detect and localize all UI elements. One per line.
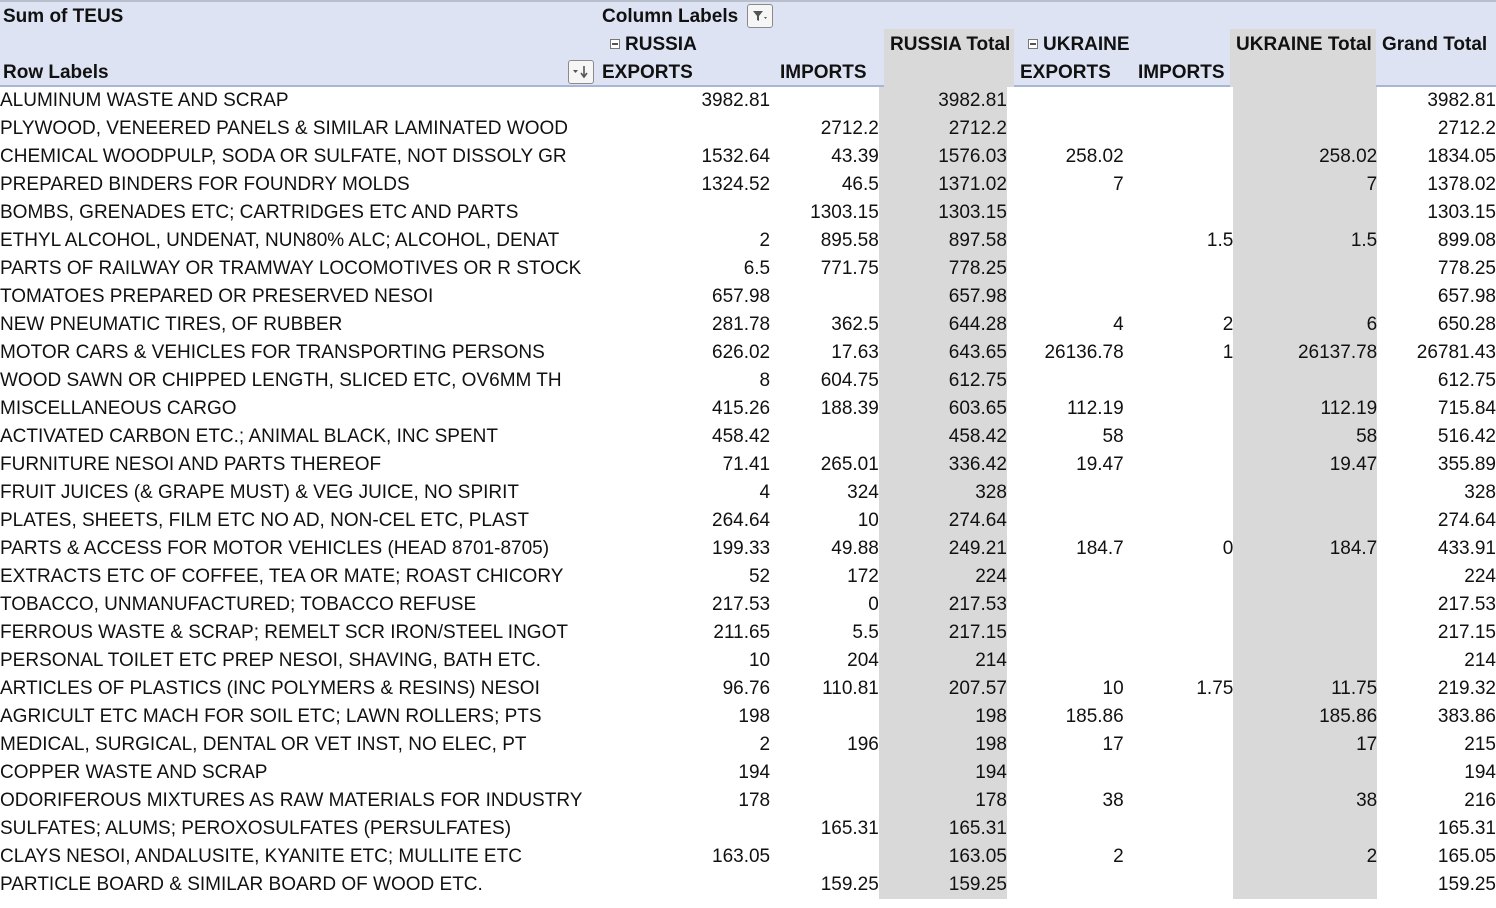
grand-total-header: Grand Total xyxy=(1382,34,1488,55)
russia-exports-cell[interactable]: 2 xyxy=(759,230,771,251)
russia-imports-cell[interactable]: 265.01 xyxy=(820,454,879,475)
russia-imports-cell[interactable]: 2712.2 xyxy=(820,118,879,139)
ukraine-total-cell[interactable]: 58 xyxy=(1233,423,1377,451)
group-header-ukraine[interactable] xyxy=(1028,31,1130,59)
grand-total-cell[interactable]: 899.08 xyxy=(1437,230,1496,251)
ukraine-imports-cell[interactable] xyxy=(1124,619,1234,647)
ukraine-exports-cell[interactable]: 10 xyxy=(1102,678,1124,699)
russia-total-cell[interactable]: 3982.81 xyxy=(879,87,1007,115)
table-row[interactable] xyxy=(0,815,1496,843)
russia-imports-cell[interactable]: 165.31 xyxy=(820,818,879,839)
ukraine-exports-cell[interactable]: 185.86 xyxy=(1065,706,1124,727)
ukraine-imports-cell[interactable] xyxy=(1124,647,1234,675)
ukraine-imports-cell[interactable] xyxy=(1124,787,1234,815)
russia-imports-cell[interactable]: 110.81 xyxy=(822,678,879,699)
row-label[interactable]: PERSONAL TOILET ETC PREP NESOI, SHAVING, BATH ETC. xyxy=(0,650,541,671)
russia-exports-cell[interactable]: 264.64 xyxy=(712,510,771,531)
ukraine-total-cell[interactable] xyxy=(1233,507,1377,535)
russia-imports-cell[interactable]: 604.75 xyxy=(820,370,879,391)
russia-total-header: RUSSIA Total xyxy=(890,34,1011,55)
row-label[interactable]: ALUMINUM WASTE AND SCRAP xyxy=(0,90,289,111)
russia-total-cell[interactable]: 198 xyxy=(879,703,1007,731)
row-label[interactable]: ARTICLES OF PLASTICS (INC POLYMERS & RESINS) NESOI xyxy=(0,678,540,699)
collapse-icon[interactable] xyxy=(1028,39,1038,49)
russia-total-cell[interactable]: 1303.15 xyxy=(879,199,1007,227)
grand-total-cell[interactable]: 216 xyxy=(1464,790,1496,811)
grand-total-cell[interactable]: 1834.05 xyxy=(1427,146,1496,167)
table-row[interactable] xyxy=(0,591,1496,619)
ukraine-total-cell[interactable] xyxy=(1233,115,1377,143)
ukraine-exports-cell[interactable] xyxy=(1007,591,1124,619)
russia-total-cell[interactable]: 778.25 xyxy=(879,255,1007,283)
russia-exports-cell[interactable]: 1532.64 xyxy=(701,146,771,167)
ukraine-imports-cell[interactable]: 0 xyxy=(1222,538,1234,559)
russia-exports-cell[interactable]: 211.65 xyxy=(713,622,771,643)
ukraine-total-cell[interactable] xyxy=(1233,647,1377,675)
ukraine-total-cell[interactable]: 6 xyxy=(1233,311,1377,339)
row-label[interactable]: PREPARED BINDERS FOR FOUNDRY MOLDS xyxy=(0,174,410,195)
row-sort-filter-button[interactable] xyxy=(568,60,594,84)
ukraine-total-cell[interactable]: 112.19 xyxy=(1233,395,1377,423)
russia-imports-cell[interactable]: 188.39 xyxy=(820,398,879,419)
ukraine-total-cell[interactable]: 11.75 xyxy=(1233,675,1377,703)
row-label[interactable]: MOTOR CARS & VEHICLES FOR TRANSPORTING PERSONS xyxy=(0,342,545,363)
pivot-body xyxy=(0,87,1496,899)
ukraine-total-cell[interactable] xyxy=(1233,479,1377,507)
ukraine-exports-cell[interactable] xyxy=(1007,283,1124,311)
grand-total-cell[interactable]: 328 xyxy=(1464,482,1496,503)
row-label[interactable]: WOOD SAWN OR CHIPPED LENGTH, SLICED ETC, OV6MM TH xyxy=(0,370,562,391)
ukraine-imports-header: IMPORTS xyxy=(1138,62,1225,83)
russia-exports-cell[interactable]: 458.42 xyxy=(712,426,771,447)
row-label[interactable]: NEW PNEUMATIC TIRES, OF RUBBER xyxy=(0,314,343,335)
russia-exports-cell[interactable]: 2 xyxy=(759,734,771,755)
russia-exports-cell[interactable]: 96.76 xyxy=(722,678,771,699)
russia-total-cell[interactable]: 207.57 xyxy=(879,675,1007,703)
ukraine-imports-cell[interactable] xyxy=(1124,199,1234,227)
ukraine-imports-cell[interactable] xyxy=(1124,255,1234,283)
row-label[interactable]: EXTRACTS ETC OF COFFEE, TEA OR MATE; ROAST CHICORY xyxy=(0,566,564,587)
russia-total-cell[interactable]: 1576.03 xyxy=(879,143,1007,171)
grand-total-cell[interactable]: 194 xyxy=(1464,762,1496,783)
table-row[interactable] xyxy=(0,143,1496,171)
row-label[interactable]: CLAYS NESOI, ANDALUSITE, KYANITE ETC; MULLITE ETC xyxy=(0,846,522,867)
table-row[interactable] xyxy=(0,871,1496,899)
russia-total-cell[interactable]: 643.65 xyxy=(879,339,1007,367)
table-row[interactable] xyxy=(0,87,1496,115)
ukraine-total-header: UKRAINE Total xyxy=(1236,34,1372,55)
russia-total-cell[interactable]: 897.58 xyxy=(879,227,1007,255)
russia-total-cell[interactable]: 217.53 xyxy=(879,591,1007,619)
russia-imports-cell[interactable]: 46.5 xyxy=(841,174,879,195)
table-row[interactable] xyxy=(0,759,1496,787)
table-row[interactable] xyxy=(0,395,1496,423)
ukraine-imports-cell[interactable] xyxy=(1124,703,1234,731)
group-header-russia[interactable] xyxy=(610,31,697,59)
ukraine-total-cell[interactable]: 258.02 xyxy=(1233,143,1377,171)
grand-total-cell[interactable]: 2712.2 xyxy=(1437,118,1496,139)
russia-exports-cell[interactable]: 194 xyxy=(738,762,771,783)
column-labels-header: Column Labels xyxy=(602,6,739,27)
ukraine-imports-cell[interactable] xyxy=(1124,171,1234,199)
russia-exports-cell[interactable] xyxy=(599,871,770,899)
ukraine-exports-header: EXPORTS xyxy=(1020,62,1111,83)
grand-total-cell[interactable]: 383.86 xyxy=(1437,706,1496,727)
table-row[interactable] xyxy=(0,563,1496,591)
russia-exports-cell[interactable]: 217.53 xyxy=(712,594,771,615)
ukraine-exports-cell[interactable]: 58 xyxy=(1102,426,1124,447)
filter-icon xyxy=(752,9,768,23)
russia-imports-cell[interactable]: 159.25 xyxy=(820,874,879,895)
ukraine-exports-cell[interactable] xyxy=(1007,759,1124,787)
ukraine-total-cell[interactable]: 1.5 xyxy=(1233,227,1377,255)
ukraine-total-cell[interactable] xyxy=(1233,759,1377,787)
ukraine-imports-cell[interactable] xyxy=(1124,367,1234,395)
russia-imports-header: IMPORTS xyxy=(780,62,867,83)
table-row[interactable] xyxy=(0,115,1496,143)
russia-exports-cell[interactable]: 281.78 xyxy=(712,314,771,335)
table-row[interactable] xyxy=(0,339,1496,367)
russia-imports-cell[interactable]: 204 xyxy=(847,650,879,671)
ukraine-total-cell[interactable]: 26137.78 xyxy=(1233,339,1377,367)
table-row[interactable] xyxy=(0,619,1496,647)
ukraine-imports-cell[interactable] xyxy=(1124,395,1234,423)
ukraine-total-cell[interactable] xyxy=(1233,255,1377,283)
russia-exports-cell[interactable]: 415.26 xyxy=(712,398,771,419)
table-row[interactable] xyxy=(0,507,1496,535)
russia-imports-cell[interactable] xyxy=(770,283,879,311)
ukraine-imports-cell[interactable] xyxy=(1124,843,1234,871)
table-row[interactable] xyxy=(0,227,1496,255)
row-label[interactable]: MEDICAL, SURGICAL, DENTAL OR VET INST, NO ELEC, PT xyxy=(0,734,527,755)
russia-exports-cell[interactable]: 163.05 xyxy=(712,846,771,867)
russia-exports-cell[interactable]: 178 xyxy=(738,790,771,811)
russia-total-cell[interactable]: 274.64 xyxy=(879,507,1007,535)
row-label[interactable]: PLYWOOD, VENEERED PANELS & SIMILAR LAMINATED WOOD xyxy=(0,118,568,139)
table-row[interactable] xyxy=(0,675,1496,703)
grand-total-cell[interactable]: 165.05 xyxy=(1437,846,1496,867)
russia-imports-cell[interactable] xyxy=(770,787,879,815)
ukraine-imports-cell[interactable] xyxy=(1124,507,1234,535)
grand-total-cell[interactable]: 433.91 xyxy=(1437,538,1496,559)
ukraine-total-cell[interactable] xyxy=(1233,87,1377,115)
grand-total-cell[interactable]: 3982.81 xyxy=(1427,90,1496,111)
row-label[interactable]: CHEMICAL WOODPULP, SODA OR SULFATE, NOT DISSOLY GR xyxy=(0,146,567,167)
russia-imports-cell[interactable] xyxy=(770,423,879,451)
ukraine-imports-cell[interactable] xyxy=(1124,283,1234,311)
russia-total-cell[interactable]: 458.42 xyxy=(879,423,1007,451)
russia-total-cell[interactable]: 214 xyxy=(879,647,1007,675)
ukraine-total-cell[interactable]: 38 xyxy=(1233,787,1377,815)
table-row[interactable] xyxy=(0,311,1496,339)
russia-imports-cell[interactable]: 771.75 xyxy=(820,258,879,279)
ukraine-exports-cell[interactable]: 17 xyxy=(1102,734,1124,755)
grand-total-cell[interactable]: 650.28 xyxy=(1437,314,1496,335)
ukraine-exports-cell[interactable]: 19.47 xyxy=(1076,454,1124,475)
russia-total-cell[interactable]: 198 xyxy=(879,731,1007,759)
ukraine-exports-cell[interactable]: 184.7 xyxy=(1076,538,1124,559)
russia-imports-cell[interactable] xyxy=(770,87,879,115)
russia-total-cell[interactable]: 1371.02 xyxy=(879,171,1007,199)
ukraine-imports-cell[interactable] xyxy=(1124,479,1234,507)
ukraine-exports-cell[interactable] xyxy=(1007,507,1124,535)
ukraine-total-cell[interactable] xyxy=(1233,815,1377,843)
russia-exports-cell[interactable]: 71.41 xyxy=(722,454,771,475)
ukraine-imports-cell[interactable] xyxy=(1124,115,1234,143)
ukraine-imports-cell[interactable]: 1.5 xyxy=(1206,230,1234,251)
ukraine-exports-cell[interactable] xyxy=(1007,199,1124,227)
table-row[interactable] xyxy=(0,423,1496,451)
grand-total-cell[interactable]: 224 xyxy=(1464,566,1496,587)
russia-exports-cell[interactable]: 626.02 xyxy=(712,342,771,363)
ukraine-exports-cell[interactable] xyxy=(1007,647,1124,675)
ukraine-total-cell[interactable]: 2 xyxy=(1233,843,1377,871)
table-row[interactable] xyxy=(0,367,1496,395)
russia-imports-cell[interactable]: 43.39 xyxy=(831,146,879,167)
russia-imports-cell[interactable]: 17.63 xyxy=(831,342,879,363)
ukraine-total-cell[interactable] xyxy=(1233,619,1377,647)
russia-total-cell[interactable]: 159.25 xyxy=(879,871,1007,899)
row-label[interactable]: PARTICLE BOARD & SIMILAR BOARD OF WOOD ETC. xyxy=(0,874,483,895)
ukraine-total-cell[interactable]: 184.7 xyxy=(1233,535,1377,563)
ukraine-total-cell[interactable] xyxy=(1233,871,1377,899)
ukraine-exports-cell[interactable] xyxy=(1007,815,1124,843)
row-label[interactable]: TOBACCO, UNMANUFACTURED; TOBACCO REFUSE xyxy=(0,594,477,615)
row-label[interactable]: FERROUS WASTE & SCRAP; REMELT SCR IRON/STEEL INGOT xyxy=(0,622,568,643)
ukraine-imports-cell[interactable] xyxy=(1124,731,1234,759)
ukraine-exports-cell[interactable]: 38 xyxy=(1102,790,1124,811)
row-label[interactable]: AGRICULT ETC MACH FOR SOIL ETC; LAWN ROLLERS; PTS xyxy=(0,706,542,727)
ukraine-imports-cell[interactable] xyxy=(1124,815,1234,843)
russia-exports-cell[interactable]: 6.5 xyxy=(743,258,771,279)
russia-imports-cell[interactable] xyxy=(770,759,879,787)
russia-exports-cell[interactable]: 4 xyxy=(759,482,771,503)
table-row[interactable] xyxy=(0,451,1496,479)
column-filter-button[interactable] xyxy=(747,4,773,28)
russia-total-cell[interactable]: 603.65 xyxy=(879,395,1007,423)
russia-exports-cell[interactable]: 52 xyxy=(748,566,771,587)
russia-total-cell[interactable]: 165.31 xyxy=(879,815,1007,843)
group-russia-label: RUSSIA xyxy=(625,34,697,55)
ukraine-imports-cell[interactable] xyxy=(1124,423,1234,451)
ukraine-imports-cell[interactable] xyxy=(1124,143,1234,171)
russia-exports-cell[interactable]: 199.33 xyxy=(712,538,771,559)
ukraine-exports-cell[interactable]: 26136.78 xyxy=(1044,342,1124,363)
row-label[interactable]: PLATES, SHEETS, FILM ETC NO AD, NON-CEL ETC, PLAST xyxy=(0,510,529,531)
russia-total-cell[interactable]: 217.15 xyxy=(879,619,1007,647)
ukraine-imports-cell[interactable] xyxy=(1124,871,1234,899)
ukraine-exports-cell[interactable] xyxy=(1007,87,1124,115)
ukraine-imports-cell[interactable] xyxy=(1124,759,1234,787)
table-row[interactable] xyxy=(0,199,1496,227)
russia-exports-cell[interactable]: 10 xyxy=(748,650,771,671)
grand-total-cell[interactable]: 219.32 xyxy=(1437,678,1496,699)
ukraine-exports-cell[interactable]: 4 xyxy=(1113,314,1124,335)
ukraine-exports-cell[interactable]: 112.19 xyxy=(1066,398,1124,419)
russia-exports-cell[interactable] xyxy=(599,199,770,227)
group-ukraine-label: UKRAINE xyxy=(1043,34,1130,55)
ukraine-imports-cell[interactable] xyxy=(1124,451,1234,479)
russia-total-cell[interactable]: 194 xyxy=(879,759,1007,787)
russia-imports-cell[interactable]: 362.5 xyxy=(831,314,879,335)
ukraine-total-cell[interactable]: 17 xyxy=(1233,731,1377,759)
ukraine-total-cell[interactable]: 185.86 xyxy=(1233,703,1377,731)
russia-imports-cell[interactable]: 10 xyxy=(857,510,879,531)
row-labels-header: Row Labels xyxy=(3,62,109,83)
ukraine-exports-cell[interactable] xyxy=(1007,563,1124,591)
grand-total-cell[interactable]: 355.89 xyxy=(1437,454,1496,475)
russia-total-cell[interactable]: 657.98 xyxy=(879,283,1007,311)
russia-imports-cell[interactable]: 895.58 xyxy=(820,230,879,251)
ukraine-exports-cell[interactable] xyxy=(1007,871,1124,899)
russia-imports-cell[interactable]: 0 xyxy=(868,594,879,615)
collapse-icon[interactable] xyxy=(610,39,620,49)
row-label[interactable]: SULFATES; ALUMS; PEROXOSULFATES (PERSULFATES) xyxy=(0,818,512,839)
row-label[interactable]: TOMATOES PREPARED OR PRESERVED NESOI xyxy=(0,286,434,307)
russia-imports-cell[interactable]: 172 xyxy=(847,566,879,587)
ukraine-total-cell[interactable] xyxy=(1233,199,1377,227)
grand-total-cell[interactable]: 217.15 xyxy=(1437,622,1496,643)
table-row[interactable] xyxy=(0,255,1496,283)
row-label[interactable]: ETHYL ALCOHOL, UNDENAT, NUN80% ALC; ALCOHOL, DENAT xyxy=(0,230,560,251)
grand-total-cell[interactable]: 1303.15 xyxy=(1427,202,1496,223)
russia-imports-cell[interactable]: 49.88 xyxy=(831,538,879,559)
ukraine-total-cell[interactable] xyxy=(1233,283,1377,311)
russia-total-cell[interactable]: 336.42 xyxy=(879,451,1007,479)
grand-total-cell[interactable]: 214 xyxy=(1464,650,1496,671)
ukraine-exports-cell[interactable] xyxy=(1007,367,1124,395)
ukraine-imports-cell[interactable] xyxy=(1124,563,1234,591)
russia-imports-cell[interactable]: 5.5 xyxy=(852,622,879,643)
russia-total-cell[interactable]: 2712.2 xyxy=(879,115,1007,143)
row-label[interactable]: PARTS & ACCESS FOR MOTOR VEHICLES (HEAD 8701-8705) xyxy=(0,538,550,559)
row-label[interactable]: ODORIFEROUS MIXTURES AS RAW MATERIALS FOR INDUSTRY xyxy=(0,790,583,811)
russia-exports-cell[interactable]: 657.98 xyxy=(712,286,771,307)
russia-exports-header: EXPORTS xyxy=(602,62,693,83)
value-field-label: Sum of TEUS xyxy=(3,6,124,27)
grand-total-cell[interactable]: 657.98 xyxy=(1437,286,1496,307)
grand-total-cell[interactable]: 159.25 xyxy=(1437,874,1496,895)
row-label[interactable]: FRUIT JUICES (& GRAPE MUST) & VEG JUICE, NO SPIRIT xyxy=(0,482,520,503)
russia-total-cell[interactable]: 612.75 xyxy=(879,367,1007,395)
sort-dropdown-icon xyxy=(572,65,590,79)
russia-exports-cell[interactable]: 198 xyxy=(738,706,771,727)
ukraine-exports-cell[interactable] xyxy=(1007,115,1124,143)
row-label[interactable]: ACTIVATED CARBON ETC.; ANIMAL BLACK, INC SPENT xyxy=(0,426,498,447)
row-label[interactable]: COPPER WASTE AND SCRAP xyxy=(0,762,268,783)
ukraine-total-cell[interactable] xyxy=(1233,563,1377,591)
grand-total-cell[interactable]: 26781.43 xyxy=(1416,342,1496,363)
table-row[interactable] xyxy=(0,283,1496,311)
ukraine-imports-cell[interactable]: 1 xyxy=(1222,342,1234,363)
russia-exports-cell[interactable]: 1324.52 xyxy=(701,174,771,195)
ukraine-total-cell[interactable]: 19.47 xyxy=(1233,451,1377,479)
table-row[interactable] xyxy=(0,843,1496,871)
ukraine-imports-cell[interactable] xyxy=(1124,591,1234,619)
ukraine-exports-cell[interactable] xyxy=(1007,227,1124,255)
russia-imports-cell[interactable] xyxy=(770,843,879,871)
russia-imports-cell[interactable]: 196 xyxy=(847,734,879,755)
grand-total-cell[interactable]: 217.53 xyxy=(1437,594,1496,615)
russia-total-cell[interactable]: 328 xyxy=(879,479,1007,507)
russia-exports-cell[interactable]: 3982.81 xyxy=(701,90,771,111)
table-row[interactable] xyxy=(0,647,1496,675)
russia-total-cell[interactable]: 644.28 xyxy=(879,311,1007,339)
russia-total-cell[interactable]: 224 xyxy=(879,563,1007,591)
russia-imports-cell[interactable]: 324 xyxy=(847,482,879,503)
ukraine-exports-cell[interactable]: 2 xyxy=(1113,846,1124,867)
grand-total-cell[interactable]: 165.31 xyxy=(1437,818,1496,839)
row-label[interactable]: MISCELLANEOUS CARGO xyxy=(0,398,237,419)
russia-exports-cell[interactable]: 8 xyxy=(759,370,771,391)
ukraine-imports-cell[interactable]: 2 xyxy=(1222,314,1234,335)
table-row[interactable] xyxy=(0,479,1496,507)
grand-total-cell[interactable]: 778.25 xyxy=(1437,258,1496,279)
grand-total-cell[interactable]: 516.42 xyxy=(1437,426,1496,447)
row-label[interactable]: FURNITURE NESOI AND PARTS THEREOF xyxy=(0,454,382,475)
ukraine-exports-cell[interactable]: 258.02 xyxy=(1065,146,1124,167)
russia-exports-cell[interactable] xyxy=(599,115,770,143)
ukraine-exports-cell[interactable]: 7 xyxy=(1113,174,1124,195)
grand-total-cell[interactable]: 612.75 xyxy=(1437,370,1496,391)
table-row[interactable] xyxy=(0,171,1496,199)
ukraine-total-cell[interactable]: 7 xyxy=(1233,171,1377,199)
russia-total-cell[interactable]: 249.21 xyxy=(879,535,1007,563)
ukraine-total-cell[interactable] xyxy=(1233,591,1377,619)
russia-imports-cell[interactable]: 1303.15 xyxy=(810,202,879,223)
ukraine-exports-cell[interactable] xyxy=(1007,479,1124,507)
table-row[interactable] xyxy=(0,703,1496,731)
table-row[interactable] xyxy=(0,787,1496,815)
russia-total-cell[interactable]: 163.05 xyxy=(879,843,1007,871)
table-row[interactable] xyxy=(0,535,1496,563)
grand-total-cell[interactable]: 715.84 xyxy=(1437,398,1496,419)
row-label[interactable]: BOMBS, GRENADES ETC; CARTRIDGES ETC AND PARTS xyxy=(0,202,519,223)
russia-exports-cell[interactable] xyxy=(599,815,770,843)
ukraine-total-cell[interactable] xyxy=(1233,367,1377,395)
ukraine-imports-cell[interactable]: 1.75 xyxy=(1196,678,1234,699)
table-row[interactable] xyxy=(0,731,1496,759)
ukraine-exports-cell[interactable] xyxy=(1007,255,1124,283)
ukraine-imports-cell[interactable] xyxy=(1124,87,1234,115)
grand-total-cell[interactable]: 1378.02 xyxy=(1427,174,1496,195)
russia-total-cell[interactable]: 178 xyxy=(879,787,1007,815)
row-label[interactable]: PARTS OF RAILWAY OR TRAMWAY LOCOMOTIVES OR R STOCK xyxy=(0,258,582,279)
ukraine-exports-cell[interactable] xyxy=(1007,619,1124,647)
grand-total-cell[interactable]: 274.64 xyxy=(1437,510,1496,531)
russia-imports-cell[interactable] xyxy=(770,703,879,731)
grand-total-cell[interactable]: 215 xyxy=(1464,734,1496,755)
